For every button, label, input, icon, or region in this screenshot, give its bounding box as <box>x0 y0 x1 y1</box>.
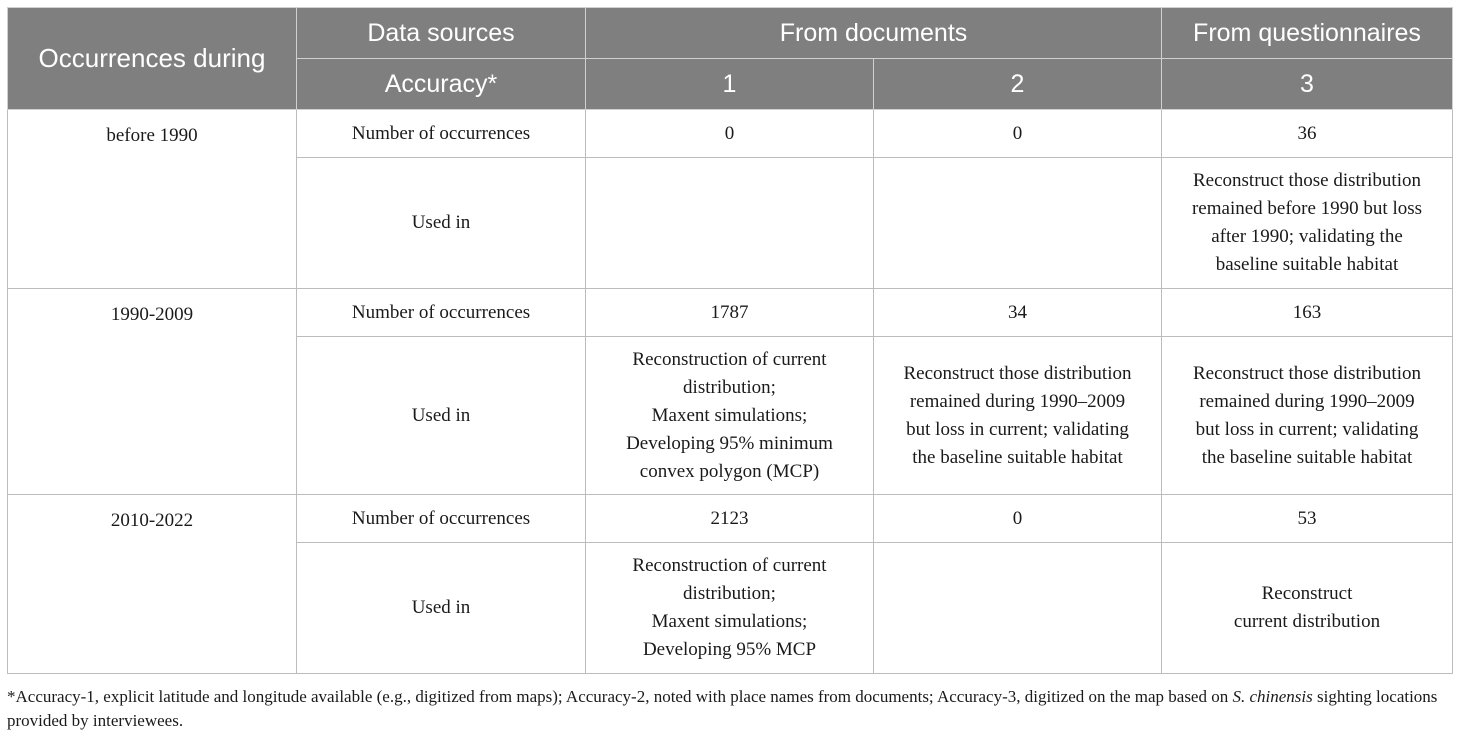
header-accuracy: Accuracy* <box>297 59 586 110</box>
number-cell: 36 <box>1162 110 1453 158</box>
number-cell: 34 <box>874 289 1162 337</box>
used-in-cell: Reconstruct current distribution <box>1162 543 1453 674</box>
header-from-documents: From documents <box>586 8 1162 59</box>
footnote-text-before: *Accuracy-1, explicit latitude and longitude available (e.g., digitized from maps); Accuracy-2, noted with place names from documents; Accuracy-3, digitized on the map based on <box>7 687 1233 706</box>
number-cell: 1787 <box>586 289 874 337</box>
table-row <box>8 110 1453 158</box>
number-cell: 53 <box>1162 495 1453 543</box>
used-in-cell <box>874 543 1162 674</box>
footnote-species-name: S. chinensis <box>1232 687 1313 706</box>
occurrence-data-table <box>7 7 1453 674</box>
table-body <box>8 110 1453 674</box>
footnote-text-after: sighting locations provided by interviewees. <box>7 687 1438 730</box>
row-label-number: Number of occurrences <box>297 110 586 158</box>
header-row-1 <box>8 8 1453 59</box>
used-in-cell: Reconstruction of current distribution; Maxent simulations; Developing 95% MCP <box>586 543 874 674</box>
header-accuracy-2: 2 <box>874 59 1162 110</box>
number-cell: 2123 <box>586 495 874 543</box>
table-row <box>8 289 1453 337</box>
number-cell: 163 <box>1162 289 1453 337</box>
table-row <box>8 495 1453 543</box>
row-label-number: Number of occurrences <box>297 495 586 543</box>
header-occurrences-during: Occurrences during <box>8 8 297 110</box>
table-footnote <box>7 685 1457 733</box>
number-cell: 0 <box>874 495 1162 543</box>
header-from-questionnaires: From questionnaires <box>1162 8 1453 59</box>
used-in-cell: Reconstruct those distribution remained during 1990–2009 but loss in current; validating the baseline suitable habitat <box>1162 337 1453 495</box>
used-in-cell <box>874 158 1162 289</box>
period-label: 2010-2022 <box>8 495 297 674</box>
row-label-used-in: Used in <box>297 337 586 495</box>
number-cell: 0 <box>586 110 874 158</box>
period-label: 1990-2009 <box>8 289 297 495</box>
period-label: before 1990 <box>8 110 297 289</box>
row-label-number: Number of occurrences <box>297 289 586 337</box>
used-in-cell <box>586 158 874 289</box>
header-accuracy-3: 3 <box>1162 59 1453 110</box>
number-cell: 0 <box>874 110 1162 158</box>
header-accuracy-1: 1 <box>586 59 874 110</box>
used-in-cell: Reconstruction of current distribution; Maxent simulations; Developing 95% minimum convex polygon (MCP) <box>586 337 874 495</box>
row-label-used-in: Used in <box>297 158 586 289</box>
used-in-cell: Reconstruct those distribution remained before 1990 but loss after 1990; validating the baseline suitable habitat <box>1162 158 1453 289</box>
row-label-used-in: Used in <box>297 543 586 674</box>
table-header <box>8 8 1453 110</box>
header-data-sources: Data sources <box>297 8 586 59</box>
used-in-cell: Reconstruct those distribution remained during 1990–2009 but loss in current; validating the baseline suitable habitat <box>874 337 1162 495</box>
